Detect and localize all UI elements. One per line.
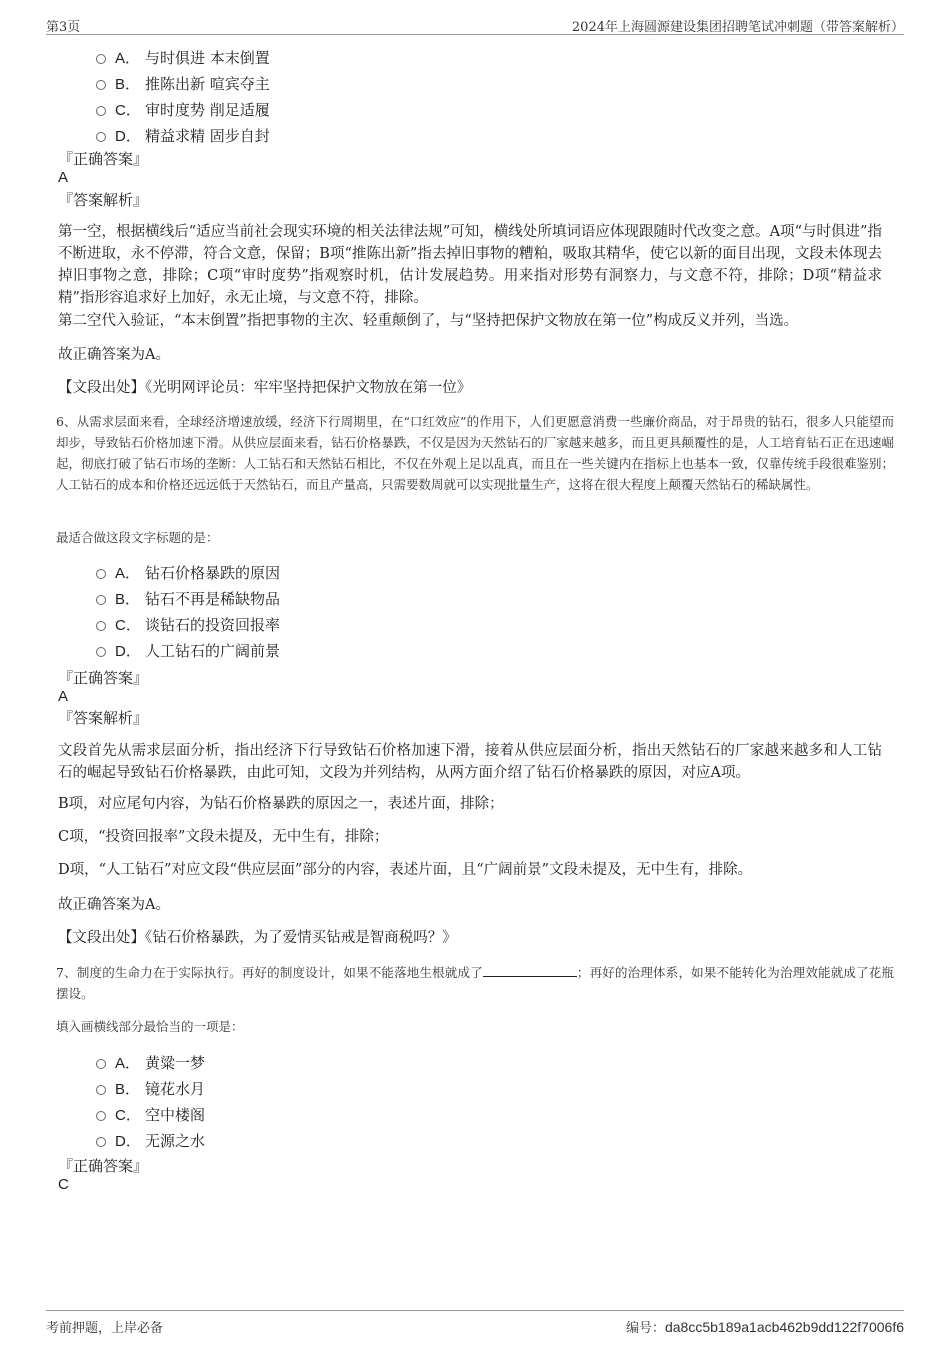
page-header — [46, 14, 904, 35]
analysis-label: 『答案解析』 — [58, 709, 149, 727]
answer-label: 『正确答案』 — [58, 150, 149, 168]
question-stem: 6、从需求层面来看，全球经济增速放缓，经济下行周期里，在“口红效应”的作用下，人们更愿意消费一些廉价商品，对于昂贵的钻石，很多人只能望而却步，导致钻石价格加速下滑。从供应层面来看，钻石价格暴跌，不仅是因为天然钻石的厂家越来越多，而且更具颠覆性的是，人工培育钻石正在迅速崛起，彻底打破了钻石市场的垄断：人工钻石和天然钻石相比，不仅在外观上足以乱真，而且在一些关键内在指标上也基本一致，仅靠传统手段很难鉴别；人工钻石的成本和价格还远远低于天然钻石，而且产量高，只需要数周就可以实现批量生产，这将在很大程度上颠覆天然钻石的稀缺属性。 — [56, 414, 894, 492]
document-code: 编号：da8cc5b189a1acb462b9dd122f7006f6 — [625, 1319, 904, 1336]
analysis-conclusion: 故正确答案为A。 — [58, 347, 170, 363]
page-footer — [46, 1310, 904, 1341]
analysis-paragraph: B项，对应尾句内容，为钻石价格暴跌的原因之一，表述片面，排除； — [58, 796, 504, 812]
option-a[interactable]: A． 与时俱进 本末倒置 — [96, 45, 270, 71]
footer-slogan: 考前押题，上岸必备 — [46, 1321, 164, 1336]
analysis-paragraph: 文段首先从需求层面分析，指出经济下行导致钻石价格加速下滑，接着从供应层面分析，指出天然钻石的厂家越来越多和人工钻石的崛起导致钻石价格暴跌，由此可知，文段为并列结构，从两方面介绍了钻石价格暴跌的原因，对应A项。 — [58, 743, 882, 781]
radio-icon[interactable] — [96, 595, 106, 605]
radio-icon[interactable] — [96, 132, 106, 142]
option-c[interactable]: C． 审时度势 削足适履 — [96, 97, 270, 123]
analysis-conclusion: 故正确答案为A。 — [58, 897, 170, 913]
option-b[interactable]: B． 推陈出新 喧宾夺主 — [96, 71, 270, 97]
radio-icon[interactable] — [96, 621, 106, 631]
answer-value: A — [58, 169, 69, 186]
question-prompt: 填入画横线部分最恰当的一项是： — [56, 1019, 244, 1034]
answer-label: 『正确答案』 — [58, 1157, 149, 1175]
answer-label: 『正确答案』 — [58, 669, 149, 687]
analysis-paragraph: 第二空代入验证，“本末倒置”指把事物的主次、轻重颠倒了，与“坚持把保护文物放在第一位”构成反义并列，当选。 — [58, 313, 799, 329]
q5-options — [96, 45, 270, 149]
q7-options — [96, 1050, 205, 1154]
answer-value: C — [58, 1176, 69, 1193]
option-d[interactable]: D． 精益求精 固步自封 — [96, 123, 270, 149]
radio-icon[interactable] — [96, 106, 106, 116]
analysis-paragraph: C项，“投资回报率”文段未提及，无中生有，排除； — [58, 829, 389, 845]
option-b[interactable]: B． 镜花水月 — [96, 1076, 205, 1102]
option-a[interactable]: A． 钻石价格暴跌的原因 — [96, 560, 280, 586]
option-c[interactable]: C． 谈钻石的投资回报率 — [96, 612, 280, 638]
radio-icon[interactable] — [96, 80, 106, 90]
option-b[interactable]: B． 钻石不再是稀缺物品 — [96, 586, 280, 612]
question-prompt: 最适合做这段文字标题的是： — [56, 530, 219, 545]
source-citation: 【文段出处】《光明网评论员：牢牢坚持把保护文物放在第一位》 — [58, 380, 472, 396]
radio-icon[interactable] — [96, 647, 106, 657]
q6-options — [96, 560, 280, 664]
analysis-label: 『答案解析』 — [58, 191, 149, 209]
radio-icon[interactable] — [96, 54, 106, 64]
question-stem: 7、制度的生命力在于实际执行。再好的制度设计，如果不能落地生根就成了 ；再好的治理体系，如果不能转化为治理效能就成了花瓶摆设。 — [56, 962, 894, 1004]
answer-value: A — [58, 688, 69, 705]
option-c[interactable]: C． 空中楼阁 — [96, 1102, 205, 1128]
option-d[interactable]: D． 人工钻石的广阔前景 — [96, 638, 280, 664]
fill-blank — [483, 962, 577, 977]
option-a[interactable]: A． 黄粱一梦 — [96, 1050, 205, 1076]
radio-icon[interactable] — [96, 569, 106, 579]
document-title: 2024年上海圆源建设集团招聘笔试冲刺题（带答案解析） — [571, 20, 904, 35]
analysis-paragraph: 第一空，根据横线后“适应当前社会现实环境的相关法律法规”可知，横线处所填词语应体现跟随时代改变之意。A项“与时俱进”指不断进取，永不停滞，符合文意，保留；B项“推陈出新”指去掉旧事物的糟粕，吸取其精华，使它以新的面目出现，文段未体现去掉旧事物之意，排除；C项“审时度势”指观察时机，估计发展趋势。用来指对形势有洞察力，与文意不符，排除；D项“精益求精”指形容追求好上加好，永无止境，与文意不符，排除。 — [58, 224, 882, 306]
option-d[interactable]: D． 无源之水 — [96, 1128, 205, 1154]
radio-icon[interactable] — [96, 1111, 106, 1121]
radio-icon[interactable] — [96, 1059, 106, 1069]
radio-icon[interactable] — [96, 1137, 106, 1147]
radio-icon[interactable] — [96, 1085, 106, 1095]
source-citation: 【文段出处】《钻石价格暴跌，为了爱情买钻戒是智商税吗？》 — [58, 930, 457, 946]
analysis-paragraph: D项，“人工钻石”对应文段“供应层面”部分的内容，表述片面，且“广阔前景”文段未提及，无中生有，排除。 — [58, 862, 753, 878]
page-number: 第3页 — [46, 20, 81, 35]
